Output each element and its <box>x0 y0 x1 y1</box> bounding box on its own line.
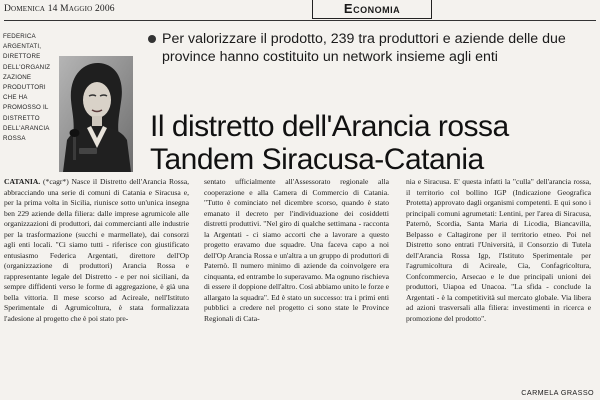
author-signature: CARMELA GRASSO <box>521 388 594 397</box>
photo-caption: FEDERICA ARGENTATI, DIRETTORE DELL'ORGANIZ ZAZIONE PRODUTTORI CHE HA PROMOSSO IL DISTRETTO DELL'ARANCIA ROSSA <box>3 33 51 143</box>
portrait-photo <box>59 56 133 172</box>
article-body <box>4 177 596 382</box>
headline-line-1: Il distretto dell'Arancia rossa <box>150 110 509 143</box>
subtitle-text: Per valorizzare il prodotto, 239 tra produttori e aziende delle due province hanno costituito un network insieme agli enti <box>162 31 566 65</box>
headline-line-2: Tandem Siracusa-Catania <box>150 143 484 176</box>
article-subtitle <box>162 30 592 66</box>
body-column-3: nia e Siracusa. E' questa infatti la "culla" dell'arancia rossa, il territorio col bollino IGP (Indicazione Geografica Protetta) approvato dagli organismi competenti. E qui sono i principali comuni agrumetati: Lentini, per l'area di Siracusa, Paternò, Scordia, Santa Maria di Licodia, Biancavilla, Belpasso e Caltagirone per il territorio etneo. Poi nel Distretto sono entrati l'Università, il Consorzio di Tutela dell'Arancia Rossa Igp, l'Istituto Sperimentale per l'agrumicoltura di Acireale, Cia, Confagricoltura, Confcommercio, Arsecao e le due principali unioni dei produttori, Uiapoa ed Unacoa. "La sfida - conclude la Argentati - è la competitività sul mercato globale. Via libera ad azioni trasversali alla filiera: investimenti in ricerca e promozione del prodotto". <box>406 177 591 323</box>
section-label: Economia <box>312 0 432 19</box>
issue-date: Domenica 14 Maggio 2006 <box>4 4 115 14</box>
body-column-1-text: (*cagr*) Nasce il Distretto dell'Arancia Rossa, abbracciando una serie di comuni di Catania e Siracusa e, per la prima volta in Sicilia, riunisce sotto un'unica insegna ben 229 aziende della filiera: dalle imprese agrumicole alle organizzazioni di produttori, dai commercianti alle industrie per la trasformazione (succhi e marmellate), dai consorzi agli enti locali. "Ci siamo tutti - riferisce con giustificato entusiasmo Federica Argentati, direttore dell'Op (organizzazione di produttori) Arancia Rossa e rappresentante legale del Distretto - e per noi siciliani, da sempre diffidenti verso le forme di aggregazione, è già una bella vittoria. Il mese scorso ad Acireale, nell'Istituto Sperimentale di Agrumicoltura, è stata formalizzata l'adesione al progetto che è poi stato pre- <box>4 177 189 323</box>
bullet-icon <box>148 35 156 43</box>
article-headline <box>150 110 596 176</box>
body-column-2: sentato ufficialmente all'Assessorato regionale alla cooperazione e alla Camera di Commercio di Catania. "Tutto è cominciato nel dicembre scorso, quando è stato emanato il decreto per l'individuazione dei cosiddetti distretti produttivi. "Nel giro di qualche settimana - racconta la Argentati - ci siamo accorti che a lavorare a questo progetto eravamo due squadre. Una faceva capo a noi dell'Op Arancia Rossa e un'altra a un gruppo di produttori di Paternò. Il numero minimo di aziende da coinvolgere era cinquanta, ed entrambe lo superavamo. Ma ognuno rischieva di essere il doppione dell'altro. Così abbiamo unito le forze e allargato la squadra". Ed è stato un successo: tra i primi enti pubblici a credere nel progetto ci sono state le Province Regionali di Cata- <box>204 177 389 323</box>
body-column-1 <box>4 177 189 382</box>
portrait-image-icon <box>59 56 133 172</box>
header-divider <box>4 20 596 21</box>
dateline: CATANIA. <box>4 177 41 186</box>
